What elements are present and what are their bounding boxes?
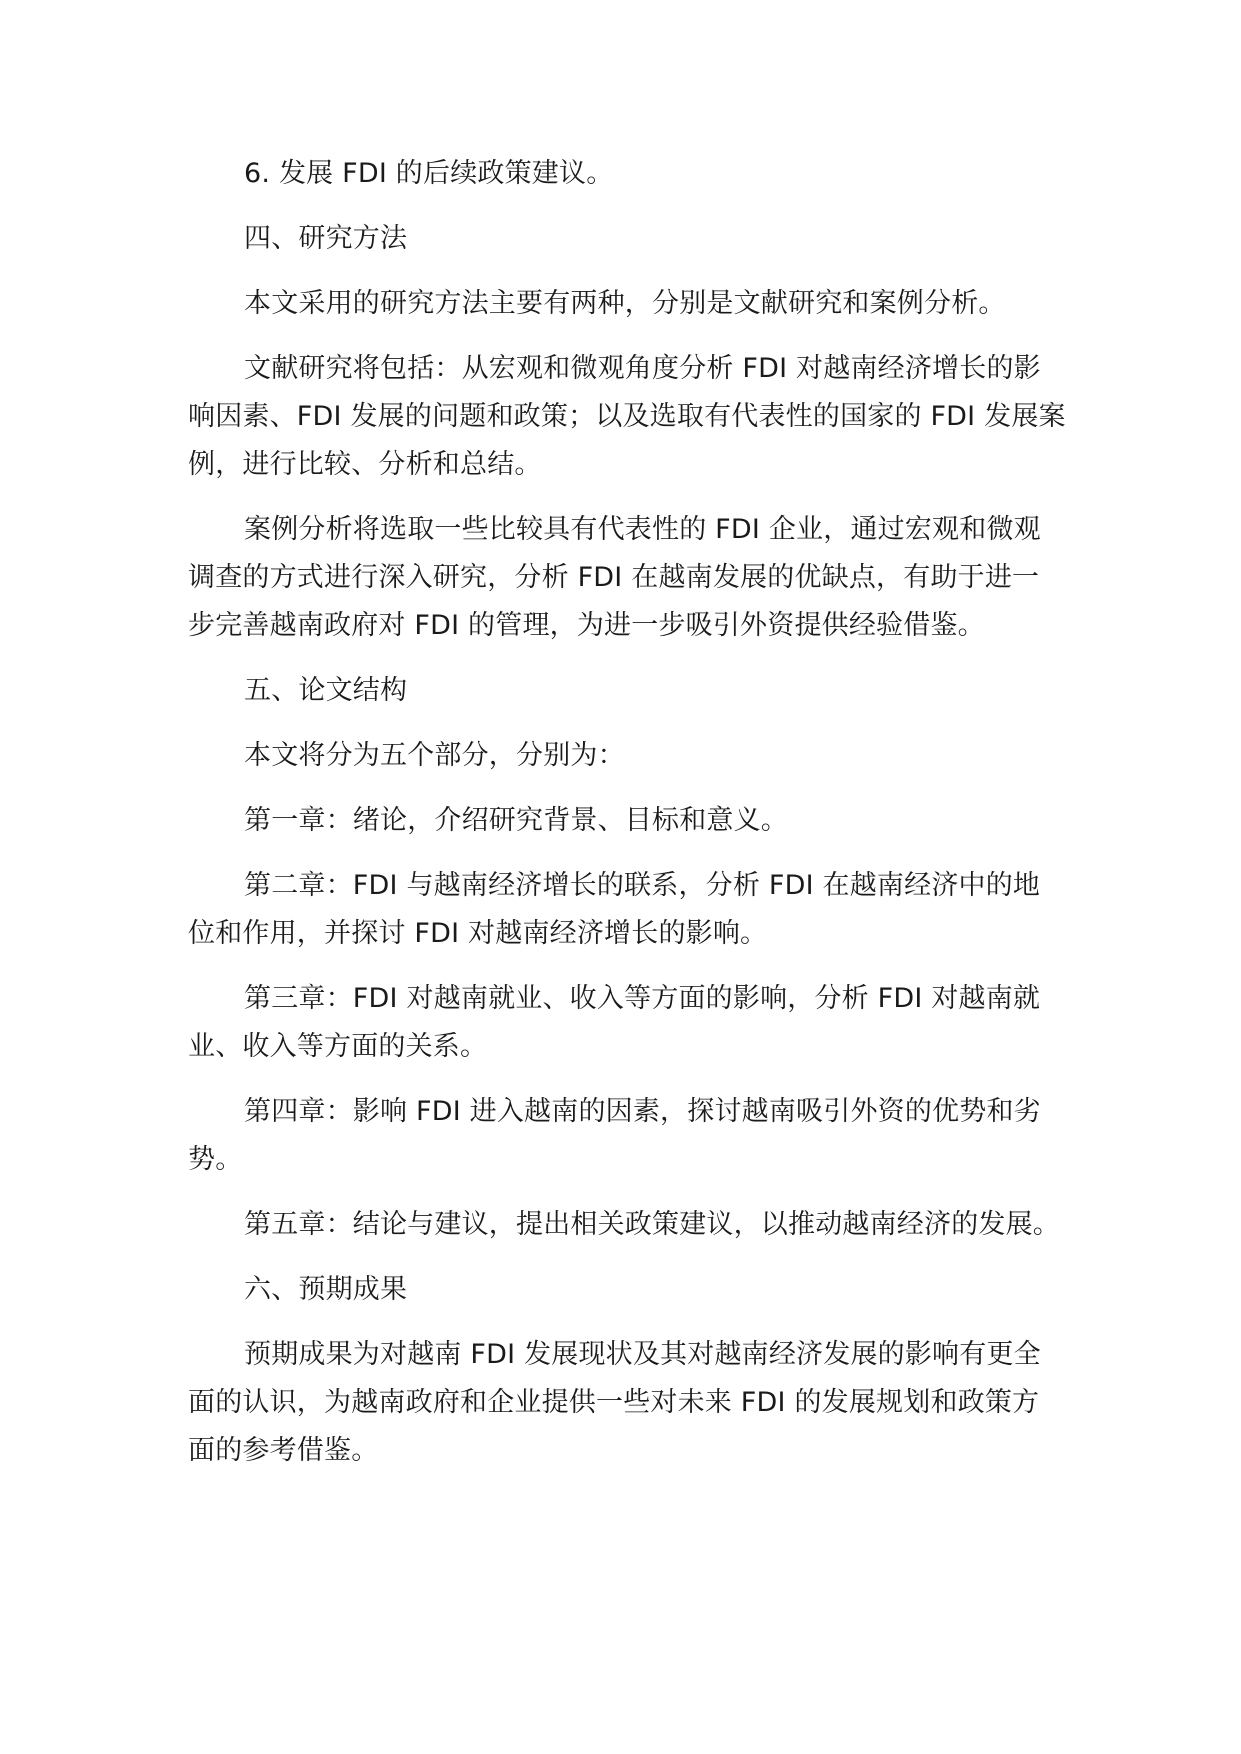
structure-intro [188,732,1068,780]
text-line: 6. 发展 FDI 的后续政策建议。 [244,158,614,189]
text-line: 第二章：FDI 与越南经济增长的联系，分析 FDI 在越南经济中的地 [244,870,1041,901]
heading-text: 六、预期成果 [244,1274,408,1305]
case-analysis-paragraph [188,506,1068,650]
text-line: 第一章：绪论，介绍研究背景、目标和意义。 [244,805,788,836]
chapter-one [188,797,1068,845]
section-heading-thesis-structure [188,667,1068,715]
chapter-three [188,975,1068,1071]
text-line: 例，进行比较、分析和总结。 [188,449,542,480]
heading-text: 五、论文结构 [244,675,408,706]
research-methods-intro [188,280,1068,328]
chapter-two [188,862,1068,958]
literature-research-paragraph [188,345,1068,489]
text-line: 步完善越南政府对 FDI 的管理，为进一步吸引外资提供经验借鉴。 [188,610,985,641]
text-line: 响因素、FDI 发展的问题和政策；以及选取有代表性的国家的 FDI 发展案 [188,401,1066,432]
heading-text: 四、研究方法 [244,223,408,254]
text-line: 第五章：结论与建议，提出相关政策建议，以推动越南经济的发展。 [244,1209,1060,1240]
text-line: 本文将分为五个部分，分别为： [244,740,625,771]
section-heading-research-methods [188,215,1068,263]
chapter-four [188,1088,1068,1184]
text-line: 调查的方式进行深入研究，分析 FDI 在越南发展的优缺点，有助于进一 [188,562,1040,593]
text-line: 案例分析将选取一些比较具有代表性的 FDI 企业，通过宏观和微观 [244,514,1041,545]
text-line: 第三章：FDI 对越南就业、收入等方面的影响，分析 FDI 对越南就 [244,983,1041,1014]
text-line: 文献研究将包括：从宏观和微观角度分析 FDI 对越南经济增长的影 [244,353,1041,384]
text-line: 面的认识，为越南政府和企业提供一些对未来 FDI 的发展规划和政策方 [188,1387,1040,1418]
text-line: 势。 [188,1144,243,1175]
text-line: 面的参考借鉴。 [188,1435,379,1466]
document-body [188,150,1068,1475]
text-line: 预期成果为对越南 FDI 发展现状及其对越南经济发展的影响有更全 [244,1339,1041,1370]
text-line: 业、收入等方面的关系。 [188,1031,488,1062]
chapter-five [188,1201,1068,1249]
text-line: 本文采用的研究方法主要有两种，分别是文献研究和案例分析。 [244,288,1006,319]
policy-suggestion-item [188,150,1068,198]
text-line: 位和作用，并探讨 FDI 对越南经济增长的影响。 [188,918,768,949]
expected-results-paragraph [188,1331,1068,1475]
text-line: 第四章：影响 FDI 进入越南的因素，探讨越南吸引外资的优势和劣 [244,1096,1041,1127]
section-heading-expected-results [188,1266,1068,1314]
